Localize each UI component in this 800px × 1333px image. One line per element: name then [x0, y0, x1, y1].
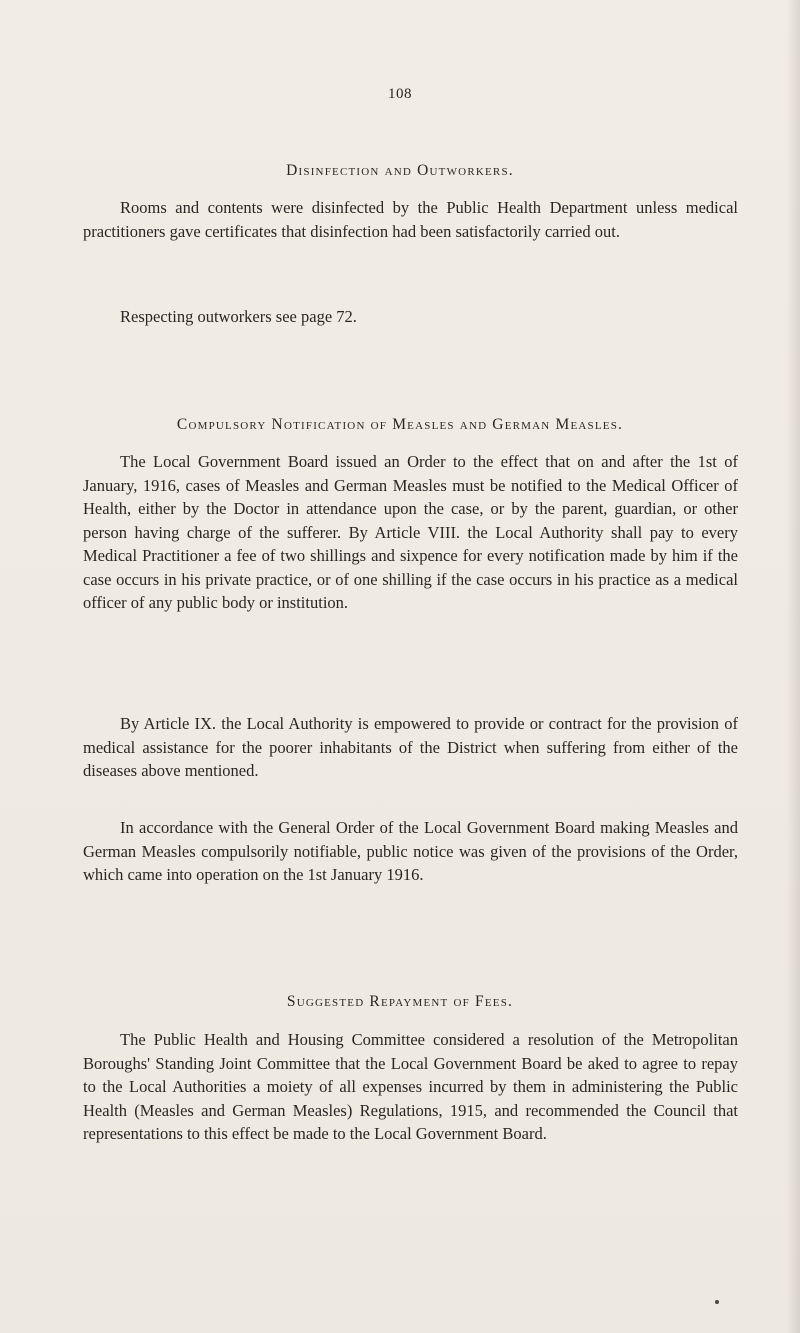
- paragraph-disinfection-rooms: Rooms and contents were disinfected by the Public Health Department unless medical practitioners gave certificates that disinfection had been satisfactorily carried out.: [83, 198, 738, 241]
- paragraph-repayment: The Public Health and Housing Committee considered a resolution of the Metropolitan Boroughs' Standing Joint Committee that the Local Government Board be aked to agree to repay to the Local Authorities a moiety of all expenses incurred by them in administering the Public Health (Measles and German Measles) Regulations, 1915, and recommended the Council that representations to this effect be made to the Local Government Board.: [83, 1030, 738, 1143]
- heading-compulsory-notification: Compulsory Notification of Measles and German Measles.: [176, 416, 624, 433]
- heading-suggested-repayment: Suggested Repayment of Fees.: [286, 993, 514, 1010]
- paragraph-public-notice: In accordance with the General Order of the Local Government Board making Measles and German Measles compulsorily notifiable, public notice was given of the provisions of the Order, which came into operation on the 1st January 1916.: [83, 818, 738, 884]
- page-number: 108: [388, 86, 412, 102]
- paragraph-order: The Local Government Board issued an Order to the effect that on and after the 1st of January, 1916, cases of Measles and German Measles must be notified to the Medical Officer of Health, either by the Doctor in attendance upon the case, or by the parent, guardian, or other person having charge of the sufferer. By Article VIII. the Local Authority shall pay to every Medical Practitioner a fee of two shillings and sixpence for every notification made by him if the case occurs in his private practice, or of one shilling if the case occurs in his practice as a medical officer of any public body or institution.: [83, 452, 738, 612]
- heading-disinfection: Disinfection and Outworkers.: [286, 162, 514, 179]
- paragraph-article-ix: By Article IX. the Local Authority is empowered to provide or contract for the provision of medical assistance for the poorer inhabitants of the District when suffering from either of the diseases above mentioned.: [83, 714, 738, 780]
- page-edge-shadow: [786, 0, 800, 1333]
- paragraph-outworkers: Respecting outworkers see page 72.: [120, 307, 357, 326]
- ink-speck: [715, 1300, 719, 1304]
